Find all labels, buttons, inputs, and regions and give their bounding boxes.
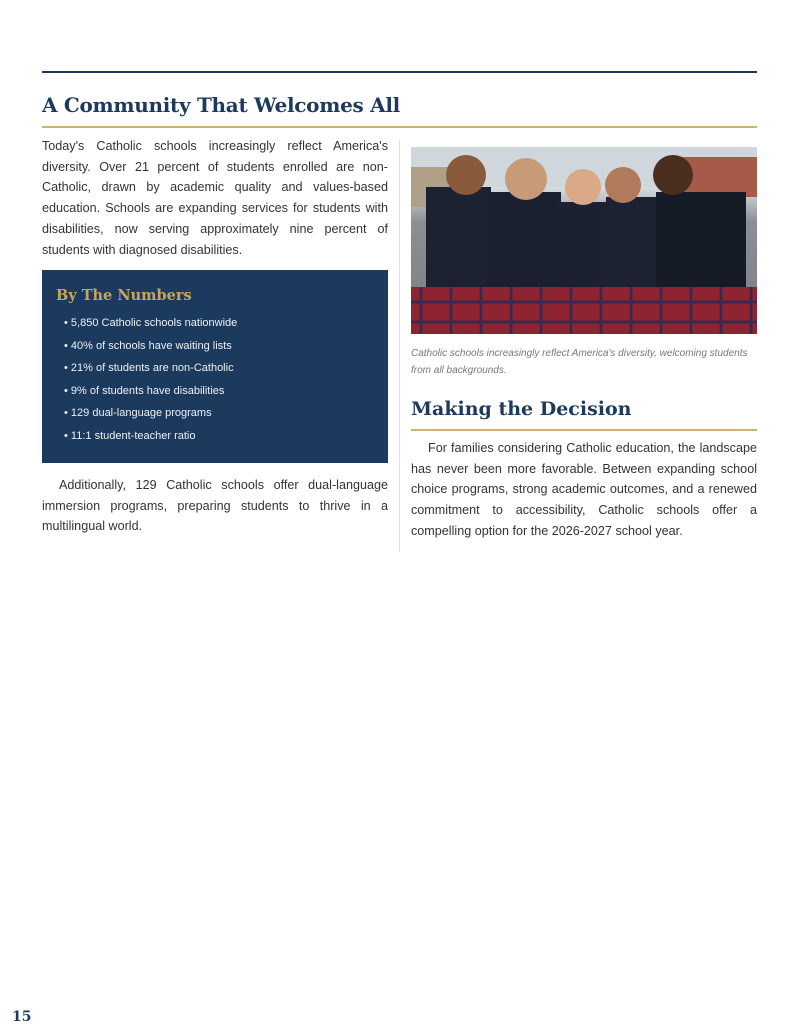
decision-underline [411,429,757,431]
students-photo [411,147,757,334]
stat-item: • 129 dual-language programs [64,407,212,419]
column-divider [399,140,400,552]
decision-title: Making the Decision [411,398,632,420]
photo-caption: Catholic schools increasingly reflect America's diversity, welcoming students from all backgrounds. [411,348,748,376]
students-photo-illustration [411,147,757,334]
page-number: 15 [12,1009,32,1025]
intro-paragraph: Today's Catholic schools increasingly reflect America's diversity. Over 21 percent of students enrolled are non-Catholic, drawn by academic quality and values-based education. Schools are expanding services for students with disabilities, now serving approximately nine percent of students with diagnosed disabilities. [42,139,388,257]
stat-item: • 40% of schools have waiting lists [64,339,232,352]
stat-item: • 11:1 student-teacher ratio [64,429,196,442]
stat-item: • 21% of students are non-Catholic [64,362,234,374]
stats-list [64,316,237,451]
title-underline [42,126,757,128]
stat-item: • 9% of students have disabilities [64,384,225,397]
top-rule [42,71,757,73]
by-the-numbers-box [42,270,388,463]
box-title: By The Numbers [56,287,192,304]
followup-paragraph: Additionally, 129 Catholic schools offer dual-language immersion programs, preparing students to thrive in a multilingual world. [42,478,388,534]
decision-paragraph: For families considering Catholic education, the landscape has never been more favorable. Between expanding school choice programs, strong academic outcomes, and a renewed commitment to accessibility, Catholic schools offer a compelling option for the 2026-2027 school year. [411,441,757,538]
section-title: A Community That Welcomes All [42,93,400,117]
stat-item: • 5,850 Catholic schools nationwide [64,317,238,329]
